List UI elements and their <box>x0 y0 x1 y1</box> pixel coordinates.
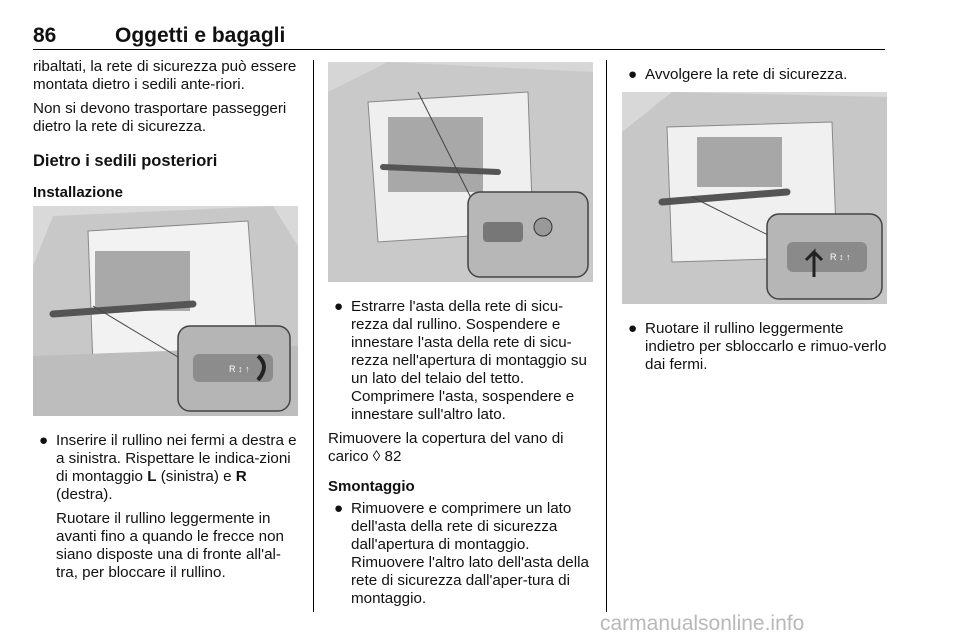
bullet-icon: ● <box>39 432 49 449</box>
header-rule <box>33 49 885 50</box>
paragraph: Rimuovere la copertura del vano di carico ◊ 82 <box>328 430 564 465</box>
column-divider-2 <box>606 60 607 612</box>
svg-text:R ↕ ↑: R ↕ ↑ <box>229 364 250 374</box>
instruction-bullet: ● Rimuovere e comprimere un lato dell'asta della rete di sicurezza dall'apertura di montaggio. Rimuovere l'altro lato dell'asta della rete di sicurezza dall'aper-tura di montaggio. <box>334 500 589 607</box>
page-header <box>33 20 885 50</box>
paragraph: ribaltati, la rete di sicurezza può essere montata dietro i sedili ante-riori. <box>33 58 297 93</box>
watermark: carmanualsonline.info <box>600 612 805 635</box>
page-reference: 82 <box>384 448 402 465</box>
instruction-bullet: ● Avvolgere la rete di sicurezza. <box>628 66 848 83</box>
paragraph: Non si devono trasportare passeggeri dietro la rete di sicurezza. <box>33 100 287 135</box>
bullet-icon: ● <box>334 500 344 517</box>
instruction-bullet: ● Ruotare il rullino leggermente indietro per sbloccarlo e rimuo-verlo dai fermi. <box>628 320 887 373</box>
column-1 <box>33 58 301 588</box>
bullet-icon: ● <box>628 320 638 337</box>
column-divider-1 <box>313 60 314 612</box>
figure-removal <box>622 92 887 304</box>
paragraph: Ruotare il rullino leggermente in avanti fino a quando le frecce non siano disposte una di fronte all'al-tra, per bloccare il rullino. <box>56 510 284 581</box>
subsection-heading: Smontaggio <box>328 478 415 495</box>
column-2 <box>328 58 593 614</box>
instruction-bullet: ● Inserire il rullino nei fermi a destra e a sinistra. Rispettare le indica-zioni di montaggio L (sinistra) e R (destra). <box>39 432 297 503</box>
figure-installation <box>33 206 298 416</box>
figure-mounting <box>328 62 593 282</box>
bullet-icon: ● <box>334 298 344 315</box>
page-title: Oggetti e bagagli <box>115 24 286 47</box>
reference-icon: ◊ <box>372 448 381 465</box>
instruction-bullet: ● Estrarre l'asta della rete di sicu-rezza dal rullino. Sospendere e innestare l'asta della rete di sicu-rezza nell'apertura di montaggio su un lato del telaio del tetto. Comprimere l'asta, sospendere e innestare sull'altro lato. <box>334 298 587 423</box>
subsection-heading: Installazione <box>33 184 124 201</box>
section-heading: Dietro i sedili posteriori <box>33 152 218 170</box>
bullet-icon: ● <box>628 66 638 83</box>
column-3 <box>622 58 887 380</box>
svg-text:R ↕ ↑: R ↕ ↑ <box>830 252 851 262</box>
page-number: 86 <box>33 24 57 47</box>
